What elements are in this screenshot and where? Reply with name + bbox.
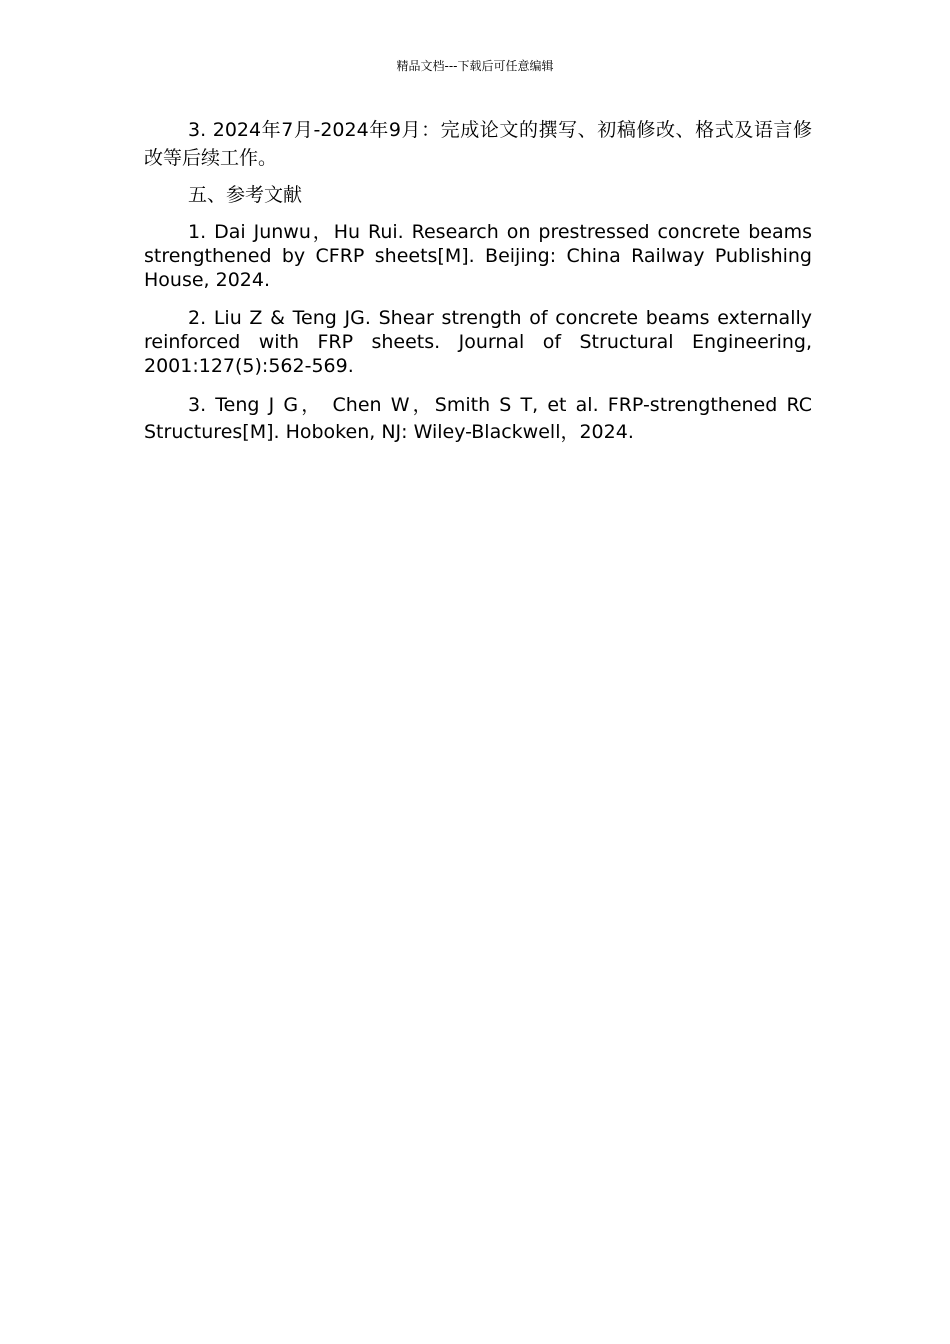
reference-item-3: 3. Teng J G， Chen W，Smith S T, et al. FRP-strengthened RC Structures[M]. Hoboken, NJ: Wiley-Blackwell，2024. [144, 394, 812, 443]
reference-item-2: 2. Liu Z & Teng JG. Shear strength of concrete beams externally reinforced with FRP sheets. Journal of Structural Engineering, 2001:127(5):562-569. [144, 307, 812, 377]
plan-item-paragraph: 3. 2024年7月-2024年9月：完成论文的撰写、初稿修改、格式及语言修改等后续工作。 [144, 119, 812, 169]
section-heading: 五、参考文献 [188, 184, 303, 206]
document-body [144, 116, 812, 446]
page-header: 精品文档---下载后可任意编辑 [396, 59, 554, 73]
reference-item-1: 1. Dai Junwu，Hu Rui. Research on prestressed concrete beams strengthened by CFRP sheets[M]. Beijing: China Railway Publishing House, 2024. [144, 221, 812, 291]
